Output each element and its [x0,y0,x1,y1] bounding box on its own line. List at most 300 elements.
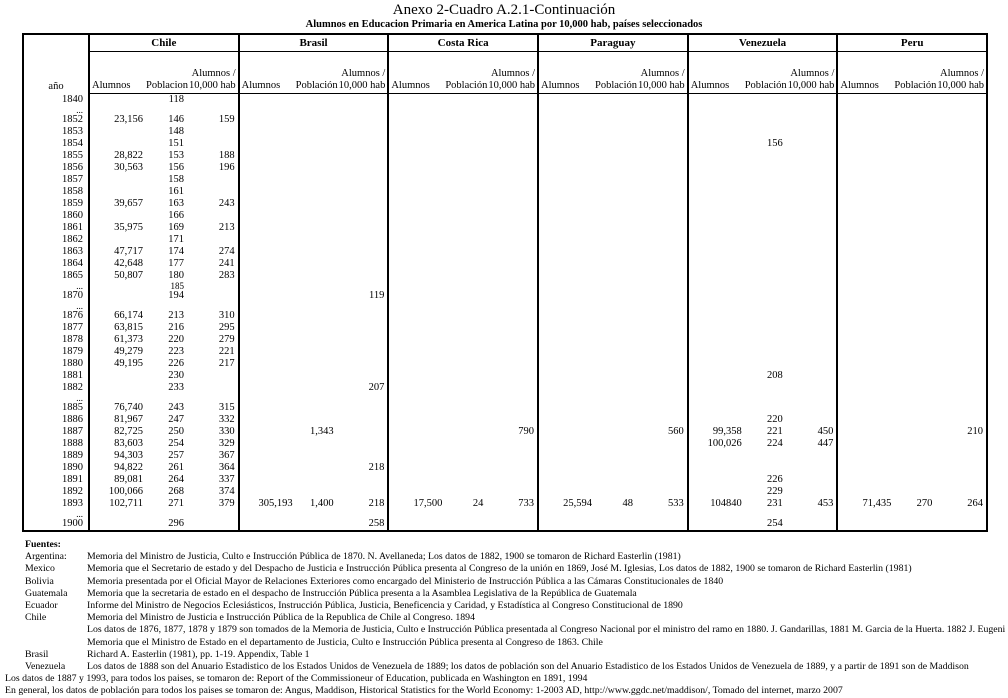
table-cell [444,394,488,402]
table-cell [295,234,339,246]
table-cell [937,310,987,322]
year-cell: 1900 [23,518,89,531]
page-title: Anexo 2-Cuadro A.2.1-Continuación [392,2,616,18]
year-cell: 1864 [23,258,89,270]
table-cell [594,282,638,290]
table-cell: 177 [168,258,184,269]
table-cell [837,414,893,426]
table-cell [837,138,893,150]
source-text: Memoria presentada por el Oficial Mayor de Relaciones Exteriores como encargado del Ministerio de Instrucción Pública a las Cámaras Constitucionales de 1840 [87,575,724,587]
table-cell [488,198,538,210]
table-cell: 230 [168,370,184,381]
table-cell [239,210,295,222]
table-cell: 241 [189,258,239,270]
table-cell [89,186,145,198]
table-cell [937,486,987,498]
table-cell [239,438,295,450]
table-cell [594,426,638,438]
table-cell [893,358,937,370]
table-cell [688,486,744,498]
table-cell: 254 [766,518,783,529]
table-row [23,370,987,382]
table-cell [893,94,937,107]
table-cell [538,174,594,186]
table-cell [837,450,893,462]
table-cell [388,138,444,150]
table-cell: 296 [168,518,184,529]
subheader-poblacion: Población [594,52,638,94]
table-cell [538,370,594,382]
table-cell [788,186,838,198]
table-cell [488,222,538,234]
table-cell [239,114,295,126]
table-cell [744,126,788,138]
table-cell [688,358,744,370]
table-cell [295,174,339,186]
table-cell [594,402,638,414]
table-cell: 447 [788,438,838,450]
table-row [23,246,987,258]
table-cell [444,334,488,346]
table-cell [638,370,688,382]
table-cell [638,126,688,138]
table-cell [339,106,389,114]
table-cell [538,290,594,302]
table-cell [488,370,538,382]
table-cell [388,94,444,107]
country-header-brasil: Brasil [239,34,389,52]
table-cell [937,322,987,334]
table-cell [189,290,239,302]
table-cell [488,358,538,370]
table-cell [444,302,488,310]
table-cell [744,302,788,310]
table-cell [638,94,688,107]
table-cell [937,518,987,531]
table-cell [937,402,987,414]
table-cell [538,358,594,370]
table-cell [339,186,389,198]
year-cell: 1861 [23,222,89,234]
table-cell [893,246,937,258]
table-cell [688,186,744,198]
table-cell [837,198,893,210]
source-text: Memoria del Ministro de Justicia e Instrucción Pública de la Republica de Chile al Congreso. 1894 [87,612,475,624]
table-cell [688,234,744,246]
table-cell: 305,193 [258,498,293,509]
table-cell: 39,657 [114,198,143,209]
year-cell: 1882 [23,382,89,394]
year-cell: ... [23,394,89,402]
table-cell [788,126,838,138]
table-cell [295,222,339,234]
table-cell [538,186,594,198]
table-row [23,462,987,474]
year-cell: 1853 [23,126,89,138]
table-row [23,518,987,531]
table-cell [538,486,594,498]
table-cell [688,270,744,282]
table-cell [145,394,189,402]
table-cell: 270 [916,498,933,509]
table-cell [295,94,339,107]
table-cell [837,258,893,270]
table-cell [837,246,893,258]
table-cell [688,210,744,222]
year-cell: 1892 [23,486,89,498]
table-cell [388,310,444,322]
table-cell [638,382,688,394]
table-cell [538,210,594,222]
table-cell [594,258,638,270]
table-cell [638,174,688,186]
table-cell [295,282,339,290]
table-cell [488,150,538,162]
table-cell [339,198,389,210]
year-cell: 1878 [23,334,89,346]
table-cell [937,394,987,402]
table-cell [388,346,444,358]
table-cell: 81,967 [114,414,143,425]
table-cell [744,450,788,462]
table-cell: 151 [168,138,184,149]
table-cell [594,474,638,486]
table-row [23,162,987,174]
source-text: Memoria que el Ministro de Estado en el departamento de Justicia, Culto e Instrucción Pública presenta al Congreso de 1863. Chile [87,636,603,648]
table-row [23,310,987,322]
table-cell [538,394,594,402]
source-text: Memoria del Ministro de Justicia, Culto e Instrucción Pública de 1870. N. Avellaneda; Los datos de 1882, 1900 se tomaron de Richard Easterlin (1981) [87,551,681,563]
table-cell: 264 [967,498,984,509]
table-cell [744,162,788,174]
table-cell [488,518,538,531]
table-cell [239,334,295,346]
table-row [23,322,987,334]
table-cell [339,322,389,334]
year-cell: 1857 [23,174,89,186]
table-cell [538,234,594,246]
table-row [23,210,987,222]
table-cell: 76,740 [114,402,143,413]
table-cell [488,438,538,450]
table-cell: 174 [168,246,184,257]
table-cell [744,258,788,270]
year-cell: 1860 [23,210,89,222]
table-cell [788,346,838,358]
table-cell [744,174,788,186]
table-cell [788,302,838,310]
table-cell [744,282,788,290]
table-cell [788,94,838,107]
table-cell [688,462,744,474]
table-cell [295,346,339,358]
subheader-poblacion: Población [744,52,788,94]
table-cell [837,426,893,438]
table-cell [339,402,389,414]
table-cell [444,258,488,270]
table-cell [488,462,538,474]
table-cell [444,234,488,246]
table-cell [444,282,488,290]
table-cell [837,186,893,198]
table-cell [893,162,937,174]
table-cell [239,246,295,258]
table-cell [788,234,838,246]
year-cell: 1886 [23,414,89,426]
table-cell [688,394,744,402]
source-label: Venezuela [25,661,66,673]
table-cell [488,474,538,486]
table-cell [444,402,488,414]
table-cell: 364 [189,462,239,474]
subheader-alumnos: Alumnos [388,52,444,94]
source-line [25,649,1008,661]
year-cell: 1880 [23,358,89,370]
year-cell: ... [23,302,89,310]
table-cell: 733 [488,498,538,510]
table-cell [339,162,389,174]
table-cell [538,382,594,394]
table-cell [388,414,444,426]
table-cell [893,302,937,310]
table-cell [189,186,239,198]
table-cell [688,302,744,310]
sources-section [5,539,1008,698]
table-cell [893,210,937,222]
table-cell [488,138,538,150]
table-cell [239,346,295,358]
table-cell [488,234,538,246]
subheader-poblacion: Población [295,52,339,94]
table-cell [638,106,688,114]
table-cell [239,474,295,486]
table-cell [638,234,688,246]
table-cell [837,290,893,302]
table-cell [239,270,295,282]
table-cell [339,270,389,282]
table-cell [89,106,145,114]
table-cell [937,334,987,346]
table-cell: 220 [168,334,184,345]
year-cell: 1881 [23,370,89,382]
table-cell [388,258,444,270]
table-cell: 790 [488,426,538,438]
table-cell: 233 [168,382,184,393]
table-cell [295,414,339,426]
table-cell [688,150,744,162]
year-cell: 1877 [23,322,89,334]
table-cell [638,402,688,414]
table-cell [239,322,295,334]
table-cell [837,270,893,282]
table-row [23,270,987,282]
table-cell: 94,303 [114,450,143,461]
table-cell: 210 [967,426,984,437]
table-cell: 180 [168,270,184,281]
source-line [25,600,1008,612]
table-row [23,414,987,426]
table-cell [688,246,744,258]
table-cell [538,138,594,150]
table-cell [145,302,189,310]
table-cell [788,358,838,370]
table-cell [937,302,987,310]
table-cell [937,290,987,302]
table-header [23,34,987,94]
table-cell [594,138,638,150]
table-cell [788,162,838,174]
table-cell [388,438,444,450]
table-cell [339,282,389,290]
table-cell [189,370,239,382]
table-cell [893,198,937,210]
table-cell [339,450,389,462]
table-cell [538,334,594,346]
table-cell [937,106,987,114]
table-cell [295,518,339,531]
table-cell [638,438,688,450]
table-cell: 254 [168,438,184,449]
table-cell [538,462,594,474]
source-line [25,661,1008,673]
table-cell [388,198,444,210]
year-cell: 1885 [23,402,89,414]
table-cell [444,174,488,186]
table-cell [295,258,339,270]
table-cell [488,486,538,498]
table-cell [937,370,987,382]
table-cell [788,106,838,114]
table-cell [239,290,295,302]
table-cell: 159 [189,114,239,126]
table-cell [688,450,744,462]
table-cell [295,114,339,126]
table-cell [744,106,788,114]
table-cell: 271 [168,498,184,509]
table-cell [538,246,594,258]
country-header-peru: Peru [837,34,987,52]
table-cell [837,310,893,322]
table-cell [444,94,488,107]
table-cell: 118 [168,94,184,105]
table-cell [538,346,594,358]
table-cell [937,346,987,358]
table-cell: 243 [189,198,239,210]
table-cell [239,126,295,138]
table-cell [837,510,893,518]
table-cell [638,358,688,370]
table-cell [837,106,893,114]
table-cell [538,510,594,518]
year-cell: 1862 [23,234,89,246]
table-cell [388,150,444,162]
table-cell [189,518,239,531]
table-cell [893,310,937,322]
table-cell: 243 [168,402,184,413]
table-cell [239,370,295,382]
table-cell [893,174,937,186]
table-cell: 171 [168,234,184,245]
table-cell [538,322,594,334]
table-cell: 185 [170,282,184,290]
table-cell: 146 [168,114,184,125]
source-text: En general, los datos de población para todos los paises se tomaron de: Angus, Maddison, Historical Statistics for the World Economy: 1-2003 AD, http://www.ggdc.net/maddison/, Tomado del internet, marzo 2007 [5,685,843,697]
table-cell [688,310,744,322]
table-cell [295,438,339,450]
table-cell [688,322,744,334]
table-cell: 216 [168,322,184,333]
source-label: Fuentes: [25,539,61,550]
table-cell [893,114,937,126]
table-row [23,498,987,510]
table-cell [538,114,594,126]
table-cell: 23,156 [114,114,143,125]
table-cell [189,510,239,518]
table-cell [239,174,295,186]
table-cell: 231 [766,498,783,509]
table-cell [444,370,488,382]
subheader-alumnos: Alumnos [239,52,295,94]
table-cell [744,290,788,302]
table-cell: 221 [189,346,239,358]
source-label [25,637,87,649]
table-cell [538,402,594,414]
table-cell [688,114,744,126]
table-row [23,426,987,438]
table-cell [89,138,145,150]
table-cell [594,518,638,531]
table-cell [893,282,937,290]
table-cell [488,174,538,186]
table-cell: 450 [788,426,838,438]
table-cell [638,346,688,358]
table-cell [295,450,339,462]
table-cell [893,394,937,402]
table-cell [937,258,987,270]
table-cell: 161 [168,186,184,197]
data-table [22,33,988,532]
table-cell [388,426,444,438]
table-cell [788,414,838,426]
table-cell [688,174,744,186]
table-cell [444,210,488,222]
table-cell: 35,975 [114,222,143,233]
table-cell [239,402,295,414]
table-cell [837,370,893,382]
table-cell: 194 [168,290,184,301]
table-cell [239,222,295,234]
table-cell [937,114,987,126]
table-cell [837,346,893,358]
year-cell: 1852 [23,114,89,126]
table-row [23,358,987,370]
table-cell [638,186,688,198]
table-cell [638,162,688,174]
table-cell [339,246,389,258]
subheader-ratio: Alumnos / 10,000 hab [937,52,987,94]
table-cell [594,302,638,310]
table-cell [239,94,295,107]
table-row [23,126,987,138]
table-cell [937,234,987,246]
table-cell [893,510,937,518]
table-cell [444,414,488,426]
table-cell [837,282,893,290]
table-cell [538,438,594,450]
table-cell [594,438,638,450]
table-cell [638,282,688,290]
table-cell [937,270,987,282]
